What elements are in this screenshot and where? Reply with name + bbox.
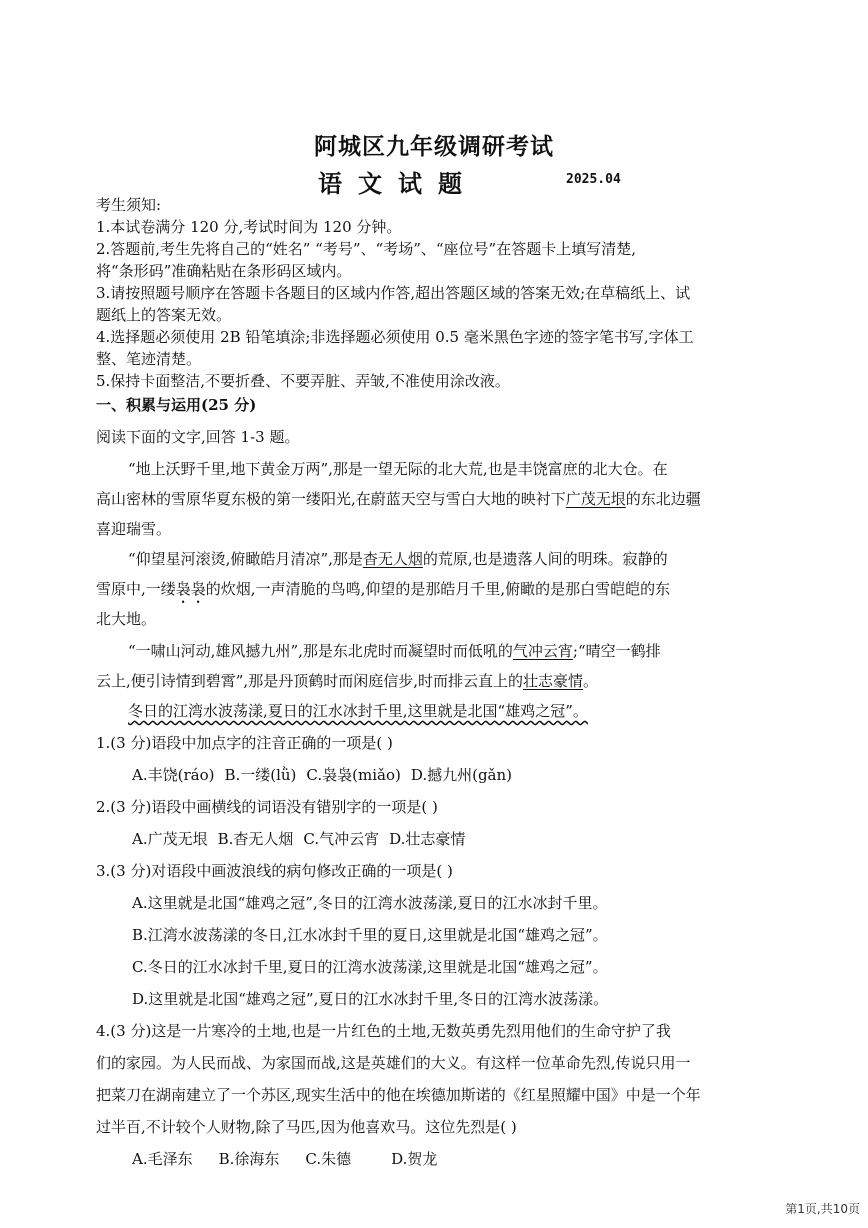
passage-line bbox=[128, 640, 786, 662]
option-b: B.徐海东 bbox=[218, 1150, 280, 1168]
question-4-line: 4.(3 分)这是一片寒冷的土地,也是一片红色的土地,无数英勇先烈用他们的生命守护了我 bbox=[96, 1022, 671, 1040]
passage-text: “仰望星河滚烫,俯瞰皓月清凉”,那是 bbox=[128, 550, 363, 568]
notice-item: 5.保持卡面整洁,不要折叠、不要弄脏、弄皱,不准使用涂改液。 bbox=[96, 372, 510, 390]
passage-line bbox=[96, 488, 786, 510]
notice-item: 将“条形码”准确粘贴在条形码区域内。 bbox=[96, 262, 352, 280]
question-4-line: 过半百,不计较个人财物,除了马匹,因为他喜欢马。这位先烈是( ) bbox=[96, 1118, 517, 1136]
question-2-stem: 2.(3 分)语段中画横线的词语没有错别字的一项是( ) bbox=[96, 798, 438, 816]
passage-line bbox=[96, 578, 786, 607]
section-heading: 一、积累与运用(25 分) bbox=[96, 396, 257, 414]
option-c: C.袅袅(miǎo) bbox=[306, 766, 401, 784]
question-2-options bbox=[132, 828, 786, 850]
option-a: A.广茂无垠 bbox=[132, 830, 208, 848]
passage-text: 雪原中,一缕 bbox=[96, 580, 176, 598]
option-a: A.丰饶(ráo) bbox=[132, 766, 215, 784]
reading-intro: 阅读下面的文字,回答 1-3 题。 bbox=[96, 428, 300, 446]
passage-text: 高山密林的雪原华夏东极的第一缕阳光,在蔚蓝天空与雪白大地的映衬下 bbox=[96, 490, 566, 508]
notice-item: 3.请按照题号顺序在答题卡各题目的区域内作答,超出答题区域的答案无效;在草稿纸上、试 bbox=[96, 284, 691, 302]
option-b: B.江湾水波荡漾的冬日,江水冰封千里的夏日,这里就是北国“雄鸡之冠”。 bbox=[132, 926, 608, 944]
underlined-word: 气冲云宵 bbox=[512, 642, 573, 660]
exam-date: 2025.04 bbox=[566, 172, 621, 187]
passage-text: 的荒原,也是遗落人间的明珠。寂静的 bbox=[422, 550, 668, 568]
underlined-word: 壮志豪情 bbox=[522, 672, 583, 690]
page-number: 第1页,共10页 bbox=[785, 1202, 860, 1216]
notice-heading: 考生须知: bbox=[96, 196, 162, 214]
notice-item: 4.选择题必须使用 2B 铅笔填涂;非选择题必须使用 0.5 毫米黑色字迹的签字笔书写,字体工 bbox=[96, 328, 694, 346]
option-b: B.一缕(lǜ) bbox=[224, 766, 297, 784]
passage-text: “一啸山河动,雄风撼九州”,那是东北虎时而凝望时而低吼的 bbox=[128, 642, 513, 660]
exam-subtitle: 语文试题 bbox=[318, 169, 478, 198]
passage-text: 。 bbox=[583, 672, 599, 690]
underlined-word: 广茂无垠 bbox=[565, 490, 626, 508]
question-4-options bbox=[132, 1148, 786, 1170]
passage-line bbox=[96, 670, 786, 692]
passage-line bbox=[128, 548, 786, 570]
dotted-word: 袅袅 bbox=[175, 580, 206, 598]
passage-line: 喜迎瑞雪。 bbox=[96, 520, 172, 538]
option-d: D.这里就是北国“雄鸡之冠”,夏日的江水冰封千里,冬日的江湾水波荡漾。 bbox=[132, 990, 609, 1008]
question-4-line: 们的家园。为人民而战、为家国而战,这是英雄们的大义。有这样一位革命先烈,传说只用一 bbox=[96, 1054, 691, 1072]
option-a: A.毛泽东 bbox=[132, 1150, 193, 1168]
passage-line: “地上沃野千里,地下黄金万两”,那是一望无际的北大荒,也是丰饶富庶的北大仓。在 bbox=[128, 460, 668, 478]
question-3-stem: 3.(3 分)对语段中画波浪线的病句修改正确的一项是( ) bbox=[96, 862, 453, 880]
passage-text: 云上,便引诗情到碧霄”,那是丹顶鹤时而闲庭信步,时而排云直上的 bbox=[96, 672, 523, 690]
passage-line: 北大地。 bbox=[96, 610, 157, 628]
option-d: D.撼九州(gǎn) bbox=[410, 766, 513, 784]
option-a: A.这里就是北国“雄鸡之冠”,冬日的江湾水波荡漾,夏日的江水冰封千里。 bbox=[132, 894, 608, 912]
notice-item: 题纸上的答案无效。 bbox=[96, 306, 232, 324]
question-4-line: 把菜刀在湖南建立了一个苏区,现实生活中的他在埃德加斯诺的《红星照耀中国》中是一个年 bbox=[96, 1086, 701, 1104]
option-c: C.朱德 bbox=[305, 1150, 352, 1168]
option-c: C.气冲云宵 bbox=[303, 830, 380, 848]
underlined-word: 杳无人烟 bbox=[362, 550, 423, 568]
notice-item: 2.答题前,考生先将自己的“姓名” “考号”、“考场”、“座位号”在答题卡上填写清楚, bbox=[96, 240, 636, 258]
passage-text: 的炊烟,一声清脆的鸟鸣,仰望的是那皓月千里,俯瞰的是那白雪皑皑的东 bbox=[205, 580, 671, 598]
passage-text: ;“晴空一鹤排 bbox=[572, 642, 661, 660]
notice-item: 整、笔迹清楚。 bbox=[96, 350, 202, 368]
exam-title: 阿城区九年级调研考试 bbox=[314, 133, 554, 160]
option-d: D.贺龙 bbox=[391, 1150, 438, 1168]
option-d: D.壮志豪情 bbox=[389, 830, 466, 848]
question-1-stem: 1.(3 分)语段中加点字的注音正确的一项是( ) bbox=[96, 734, 393, 752]
question-1-options bbox=[132, 764, 786, 786]
option-c: C.冬日的江水冰封千里,夏日的江湾水波荡漾,这里就是北国“雄鸡之冠”。 bbox=[132, 958, 608, 976]
passage-text: 的东北边疆 bbox=[625, 490, 701, 508]
wavy-sentence: 冬日的江湾水波荡漾,夏日的江水冰封千里,这里就是北国“雄鸡之冠”。 bbox=[128, 702, 588, 720]
option-b: B.杳无人烟 bbox=[217, 830, 294, 848]
passage-line bbox=[128, 700, 786, 722]
notice-item: 1.本试卷满分 120 分,考试时间为 120 分钟。 bbox=[96, 218, 402, 236]
